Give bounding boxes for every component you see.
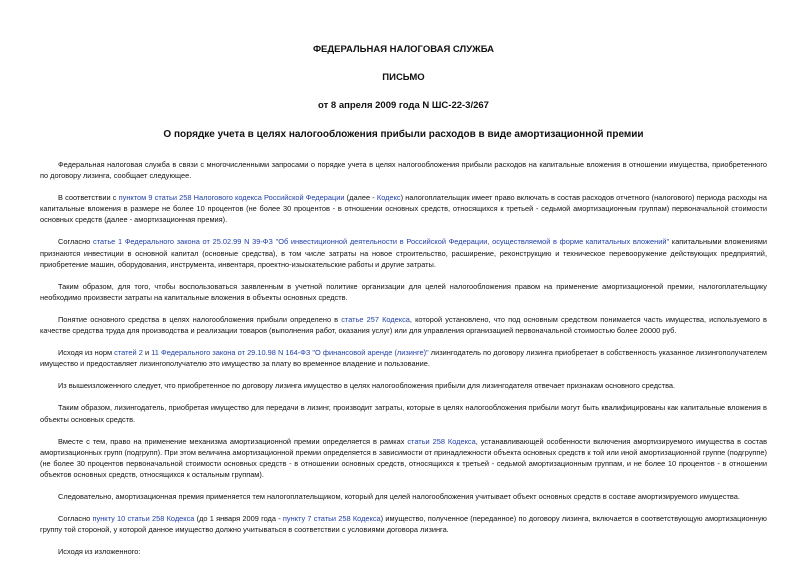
link-federal-law-39fz[interactable]: статье 1 Федерального закона от 25.02.99 N 39-ФЗ "Об инвестиционной деятельности в Российской Федерации, осуществляемой в форме капитальных вложений"	[93, 237, 670, 247]
paragraph-7: Из вышеизложенного следует, что приобретенное по договору лизинга имущество в целях налогообложения прибыли для лизингодателя отвечает признакам основного средства.	[58, 381, 676, 391]
link-law-164fz-art11[interactable]: 11 Федерального закона от 29.10.98 N 164-ФЗ "О финансовой аренде (лизинге)"	[151, 348, 429, 358]
paragraph-9: Вместе с тем, право на применение механизма амортизационной премии определяется в рамках статьи 258 Кодекса, устанавливающей особенности включения амортизируемого имущества в состав амортизационных групп (подгрупп). При этом величина амортизационной премии определяется в зависимости от принадлежности объекта основных средств к той или иной амортизационной группе (подгруппе) (не более 30 процентов первоначальной стоимости основных средств - в отношении основных средств, относящихся к третьей - седьмой амортизационным группам, и не более 10 процентов - в отношении объектов основных средств, относящихся к остальным группам).	[40, 436, 767, 479]
paragraph-5: Понятие основного средства в целях налогообложения прибыли определено в статье 257 Кодекса, которой установлено, что под основным средством понимается часть имущества, используемого в качестве средства труда для производства и реализации товаров (выполнения работ, оказания услуг) или для управления организацией первоначальной стоимостью более 20000 руб.	[40, 314, 767, 336]
document-subject: О порядке учета в целях налогообложения прибыли расходов в виде амортизационной премии	[163, 129, 644, 140]
document-date-number: от 8 апреля 2009 года N ШС-22-3/267	[318, 100, 489, 111]
paragraph-11: Согласно пункту 10 статьи 258 Кодекса (до 1 января 2009 года - пункту 7 статьи 258 Кодекса) имущество, полученное (переданное) по договору лизинга, включается в соответствующую амортизационную группу той стороной, у которой данное имущество должно учитываться в соответствии с условиями договора лизинга.	[40, 514, 767, 535]
paragraph-4: Таким образом, для того, чтобы воспользоваться заявленным в учетной политике организации для целей налогообложения правом на применение амортизационной премии, налогоплательщику необходимо произвести затраты на капитальные вложения в объекты основных средств.	[40, 281, 767, 302]
document-body	[40, 159, 767, 557]
document-type-heading: ПИСЬМО	[382, 72, 425, 83]
paragraph-12: Исходя из изложенного:	[58, 547, 141, 557]
link-code-art258-p7[interactable]: пункту 7 статьи 258 Кодекса	[282, 514, 381, 524]
link-code-art258[interactable]: статьи 258 Кодекса	[407, 436, 476, 446]
link-tax-code[interactable]: Кодекс	[376, 193, 401, 203]
paragraph-1: Федеральная налоговая служба в связи с многочисленными запросами о порядке учета в целях налогообложения прибыли расходов на капитальные вложения в отношении имущества, приобретенного по договору лизинга, сообщает следующее.	[40, 160, 767, 181]
paragraph-6: Исходя из норм статей 2 и 11 Федерального закона от 29.10.98 N 164-ФЗ "О финансовой аренде (лизинге)" лизингодатель по договору лизинга приобретает в собственность указанное лизингополучателем имущество и предоставляет лизингополучателю это имущество за плату во временное владение и пользование.	[40, 348, 767, 369]
agency-heading: ФЕДЕРАЛЬНАЯ НАЛОГОВАЯ СЛУЖБА	[312, 44, 495, 55]
paragraph-8: Таким образом, лизингодатель, приобретая имущество для передачи в лизинг, производит затраты, которые в целях налогообложения прибыли могут быть квалифицированы как капитальные вложения в объекты основных средств.	[40, 403, 767, 424]
paragraph-10: Следовательно, амортизационная премия применяется тем налогоплательщиком, который для целей налогообложения учитывает объект основных средств в составе амортизируемого имущества.	[58, 491, 740, 501]
link-law-art2[interactable]: статей 2	[114, 348, 143, 358]
link-tax-code-art258-p9[interactable]: пунктом 9 статьи 258 Налогового кодекса Российской Федерации	[118, 193, 345, 203]
link-code-art257[interactable]: статье 257 Кодекса	[341, 314, 410, 324]
paragraph-2: В соответствии с пунктом 9 статьи 258 Налогового кодекса Российской Федерации (далее - Кодекс) налогоплательщик имеет право включать в состав расходов отчетного (налогового) периода расходы на капитальные вложения в размере не более 10 процентов (не более 30 процентов - в отношении основных средств, относящихся к третьей - седьмой амортизационным группам) первоначальной стоимости основных средств (далее - амортизационная премия).	[40, 193, 767, 225]
link-code-art258-p10[interactable]: пункту 10 статьи 258 Кодекса	[92, 514, 195, 524]
paragraph-3: Согласно статье 1 Федерального закона от 25.02.99 N 39-ФЗ "Об инвестиционной деятельности в Российской Федерации, осуществляемой в форме капитальных вложений" капитальными вложениями признаются инвестиции в основной капитал (основные средства), в том числе затраты на новое строительство, расширение, реконструкцию и техническое перевооружение действующих предприятий, приобретение машин, оборудования, инструмента, инвентаря, проектно-изыскательские работы и другие затраты.	[40, 237, 767, 269]
